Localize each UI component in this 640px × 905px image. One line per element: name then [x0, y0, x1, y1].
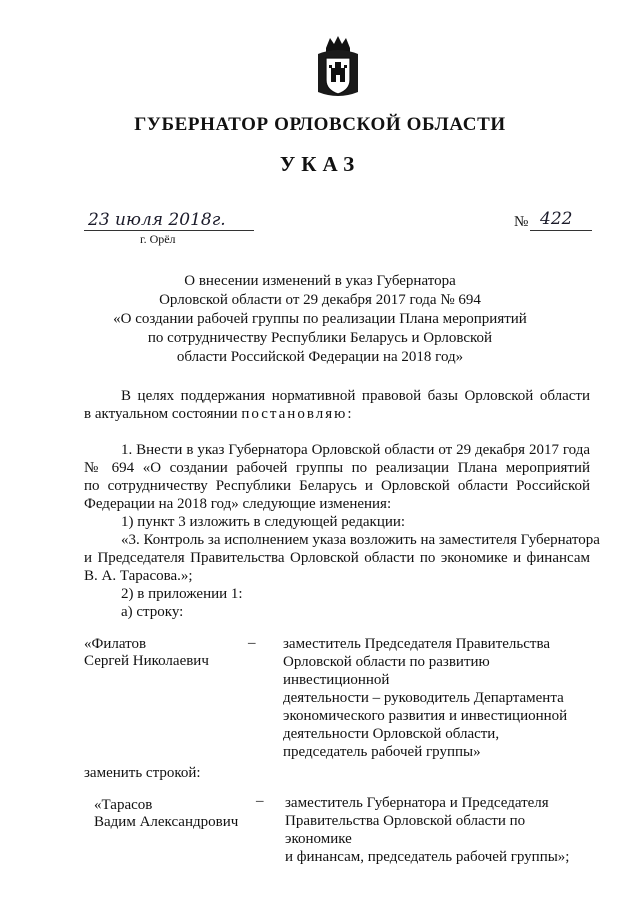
sub-2-heading: 2) в приложении 1: — [121, 586, 243, 602]
item-1-line: по сотрудничеству Республики Беларусь и Орловской области Российской — [84, 478, 590, 494]
title-line: по сотрудничеству Республики Беларусь и Орловской — [147, 330, 493, 346]
replace-label: заменить строкой: — [84, 765, 201, 781]
sub-1-quote-line: «3. Контроль за исполнением указа возложить на заместителя Губернатора — [121, 532, 600, 548]
entry-new-description — [285, 794, 595, 866]
description-line: экономического развития и инвестиционной — [283, 708, 568, 724]
entry-old-given-name: Сергей Николаевич — [84, 653, 209, 669]
coat-of-arms-icon — [316, 34, 360, 100]
entry-new-surname: «Тарасов — [94, 797, 153, 813]
preamble-line: В целях поддержания нормативной правовой базы Орловской области — [121, 388, 590, 404]
decree-title — [0, 272, 640, 367]
document-type: УКАЗ — [279, 152, 361, 176]
preamble-line — [84, 405, 590, 423]
number-underline — [530, 230, 592, 231]
description-line: председатель рабочей группы» — [283, 744, 481, 760]
description-line: Орловской области по развитию инвестиционной — [283, 654, 490, 688]
sub-1-heading: 1) пункт 3 изложить в следующей редакции: — [121, 514, 406, 530]
description-line: заместитель Председателя Правительства — [283, 636, 551, 652]
city-label: г. Орёл — [140, 232, 176, 246]
sub-1-quote-line: В. А. Тарасова.»; — [84, 568, 193, 584]
item-1-line: Федерации на 2018 год» следующие изменения: — [84, 496, 392, 512]
preamble-resolve: постановляю — [241, 406, 348, 422]
title-line: О внесении изменений в указ Губернатора — [184, 273, 456, 289]
sub-2a-heading: а) строку: — [121, 604, 184, 620]
preamble-text: в актуальном состоянии — [84, 406, 242, 422]
item-1-line: № 694 «О создании рабочей группы по реализации Плана мероприятий — [84, 460, 590, 476]
title-line: «О создании рабочей группы по реализации Плана мероприятий — [113, 311, 527, 327]
description-line: заместитель Губернатора и Председателя — [285, 795, 549, 811]
number-signature: 422 — [540, 209, 573, 229]
entry-old-surname: «Филатов — [84, 636, 147, 652]
entry-old-description — [283, 635, 593, 761]
title-line: области Российской Федерации на 2018 год» — [176, 349, 464, 365]
sub-1-quote-line: и Председателя Правительства Орловской области по экономике и финансам — [84, 550, 590, 566]
title-line: Орловской области от 29 декабря 2017 года № 694 — [159, 292, 481, 308]
entry-old-dash: – — [248, 635, 256, 651]
item-1 — [84, 441, 600, 621]
description-line: деятельности – руководитель Департамента — [283, 690, 564, 706]
item-1-line: 1. Внести в указ Губернатора Орловской области от 29 декабря 2017 года — [121, 442, 590, 458]
preamble — [84, 387, 590, 423]
description-line: деятельности Орловской области, — [283, 726, 500, 742]
number-label: № — [514, 214, 529, 230]
date-signature: 23 июля 2018г. — [88, 210, 226, 230]
organization-title: ГУБЕРНАТОР ОРЛОВСКОЙ ОБЛАСТИ — [134, 114, 506, 135]
preamble-colon: : — [347, 406, 352, 422]
description-line: Правительства Орловской области по экономике — [285, 813, 526, 847]
entry-old-name — [84, 636, 209, 670]
entry-new-dash: – — [256, 793, 264, 809]
entry-new-name — [94, 797, 238, 831]
date-underline — [84, 230, 254, 231]
description-line: и финансам, председатель рабочей группы»; — [285, 849, 570, 865]
entry-new-given-name: Вадим Александрович — [94, 814, 239, 830]
